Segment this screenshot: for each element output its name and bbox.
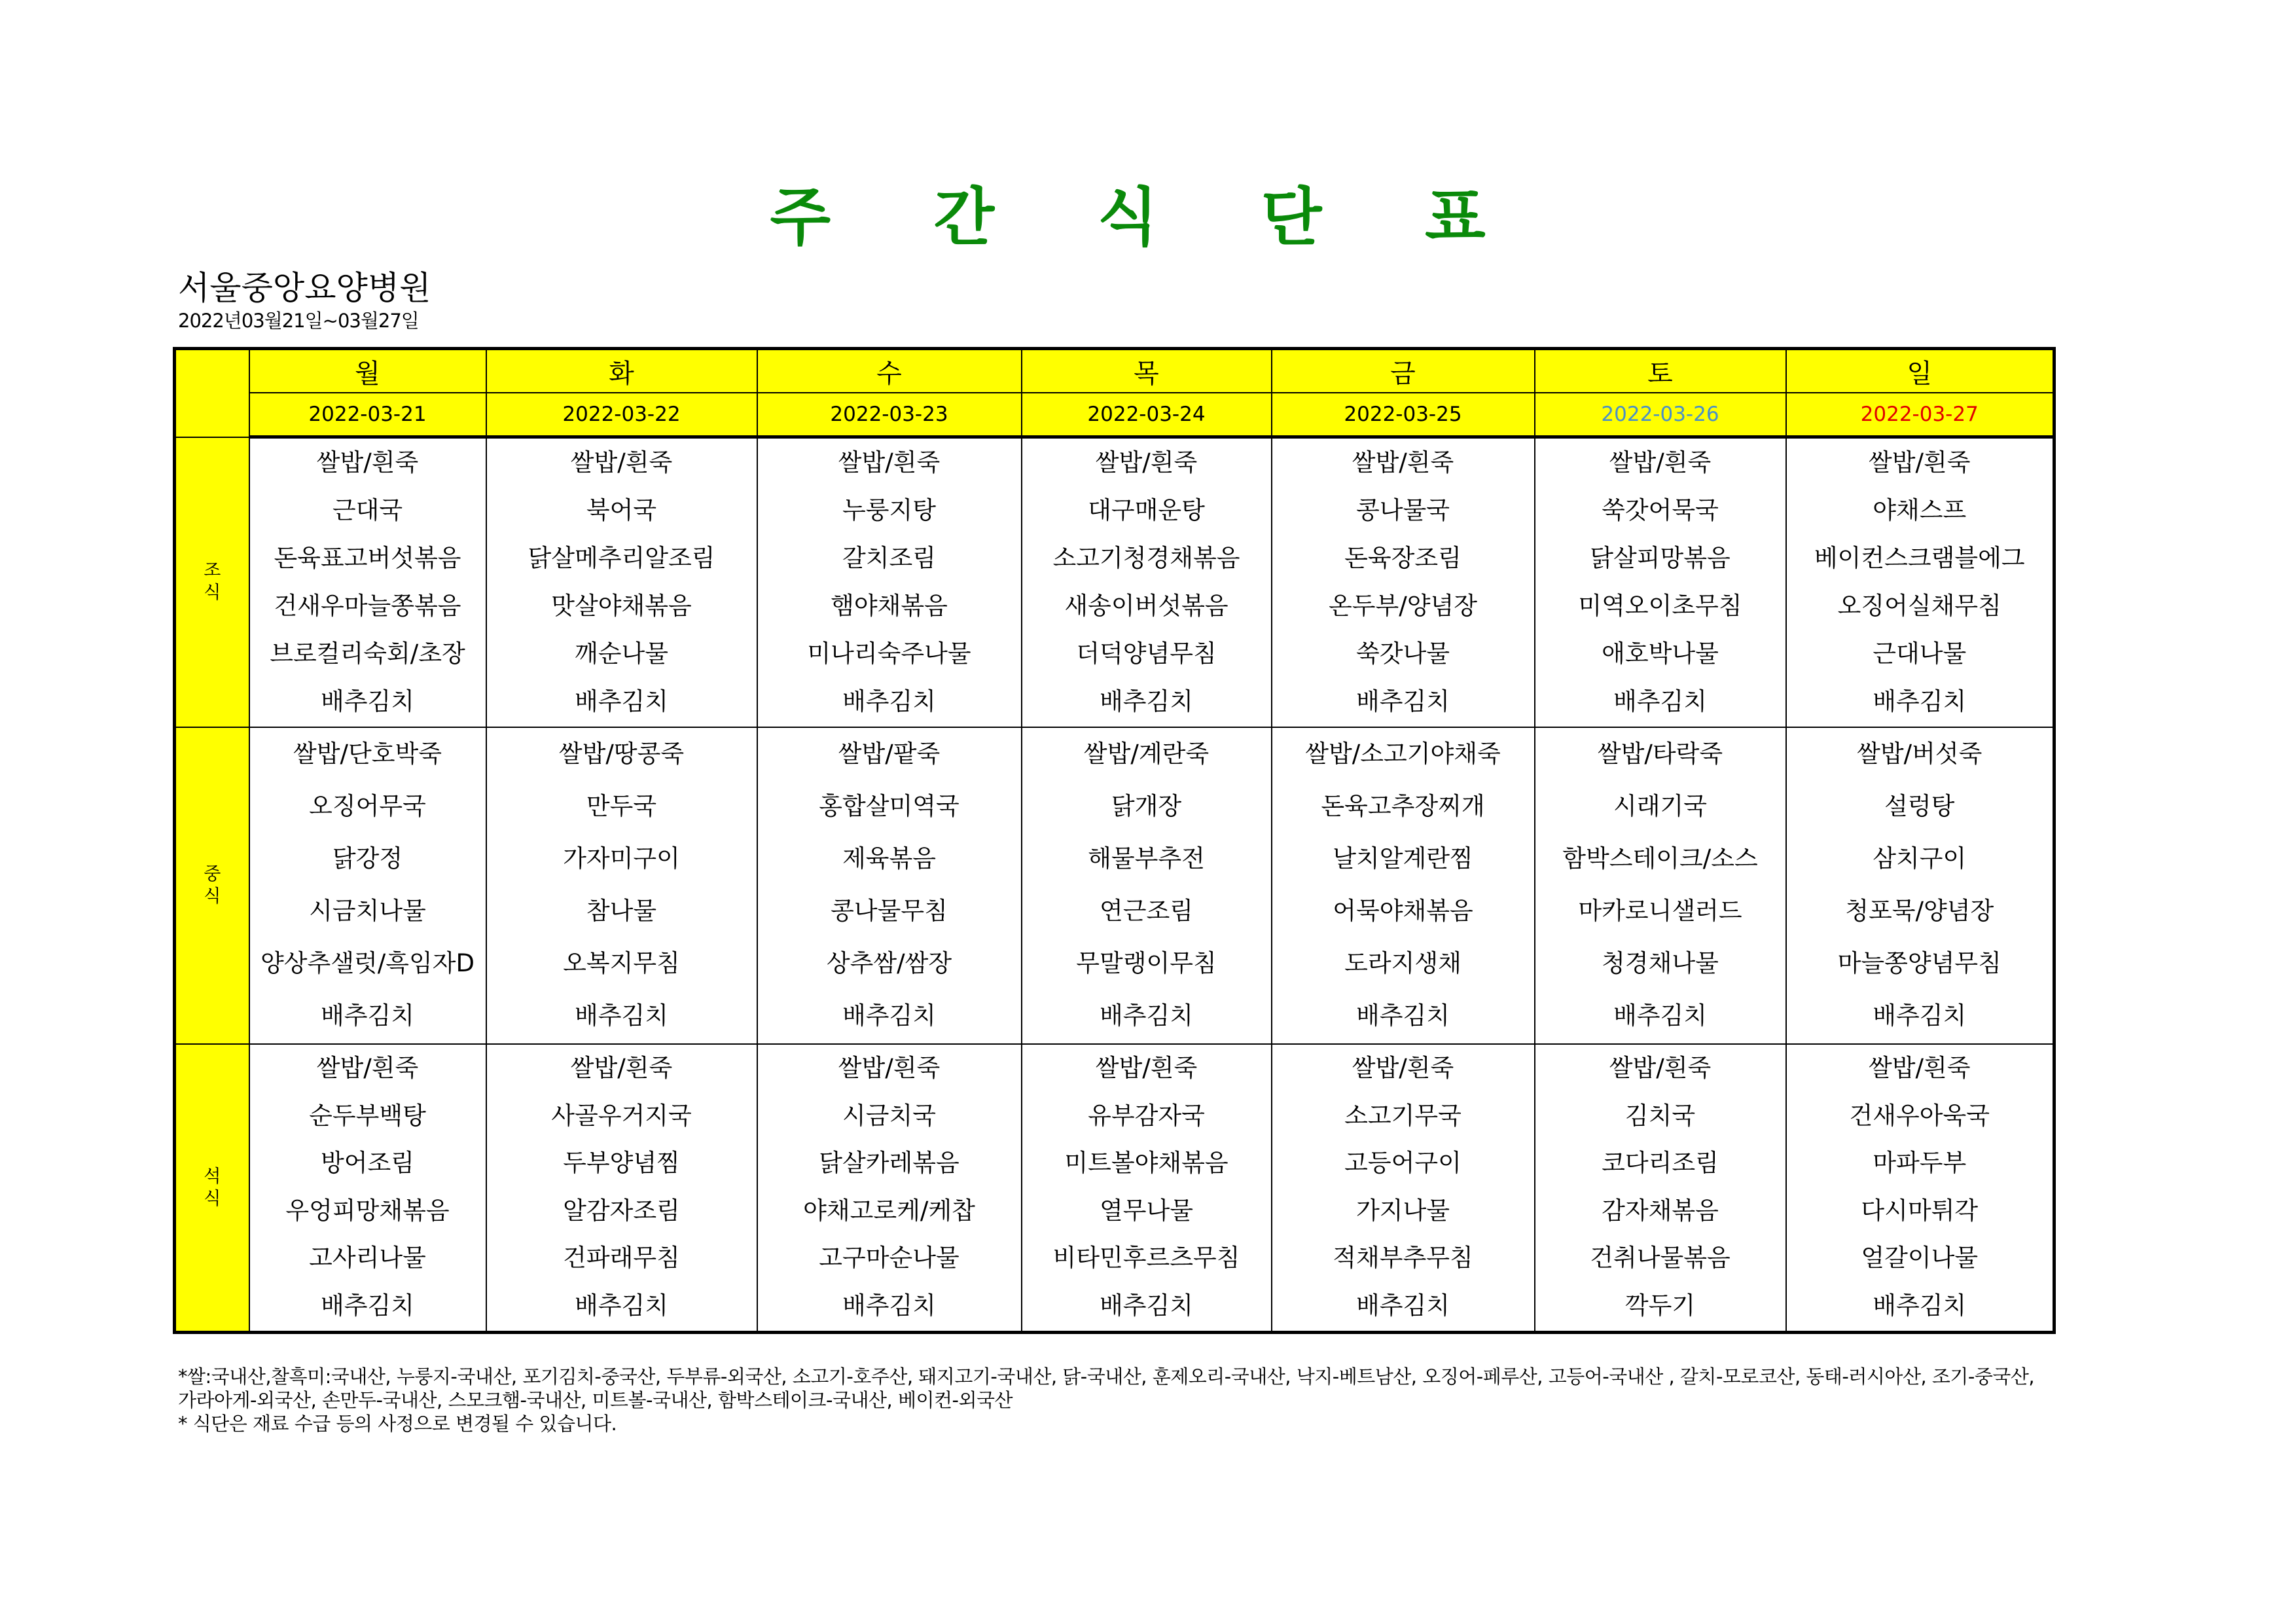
menu-item: 배추김치 xyxy=(842,1001,936,1030)
menu-item: 쌀밥/흰죽 xyxy=(838,448,941,477)
breakfast-cell-fri xyxy=(1272,437,1535,727)
page-title: 주 간 식 단 표 xyxy=(770,181,1526,254)
day-label-fri: 금 xyxy=(1272,349,1535,393)
menu-item: 쌀밥/흰죽 xyxy=(1352,1054,1454,1083)
menu-item: 고구마순나물 xyxy=(819,1244,960,1272)
breakfast-cell-thu xyxy=(1022,437,1272,727)
menu-item: 미트볼야채볶음 xyxy=(1064,1149,1229,1178)
menu-item: 시금치국 xyxy=(842,1101,936,1130)
menu-item: 대구매운탕 xyxy=(1088,496,1205,524)
menu-item: 날치알계란찜 xyxy=(1333,844,1473,873)
menu-item: 배추김치 xyxy=(1100,687,1193,715)
breakfast-label xyxy=(175,437,249,727)
day-label-mon: 월 xyxy=(249,349,486,393)
menu-item: 쌀밥/흰죽 xyxy=(1095,1054,1198,1083)
menu-item: 연근조림 xyxy=(1100,896,1193,925)
menu-item: 건새우마늘쫑볶음 xyxy=(274,592,461,620)
menu-item: 양상추샐럿/흑임자D xyxy=(260,948,475,977)
menu-item: 북어국 xyxy=(586,496,657,524)
lunch-cell-thu xyxy=(1022,727,1272,1044)
menu-item: 도라지생채 xyxy=(1344,948,1462,977)
day-label-wed: 수 xyxy=(757,349,1022,393)
dinner-row xyxy=(175,1044,2054,1332)
menu-item: 함박스테이크/소스 xyxy=(1562,844,1758,873)
menu-item-list xyxy=(1272,439,1534,725)
menu-item: 배추김치 xyxy=(575,1001,668,1030)
menu-period: 2022년03월21일~03월27일 xyxy=(178,310,419,332)
menu-item: 미나리숙주나물 xyxy=(807,640,971,668)
menu-item: 깨순나물 xyxy=(575,640,668,668)
menu-item: 쌀밥/타락죽 xyxy=(1597,739,1723,768)
breakfast-cell-sat xyxy=(1535,437,1786,727)
menu-item: 열무나물 xyxy=(1100,1196,1193,1225)
breakfast-cell-tue xyxy=(486,437,757,727)
dinner-cell-wed xyxy=(757,1044,1022,1332)
menu-item: 쌀밥/땅콩죽 xyxy=(558,739,685,768)
lunch-cell-fri xyxy=(1272,727,1535,1044)
menu-item: 갈치조림 xyxy=(842,544,936,572)
menu-item: 오징어실채무침 xyxy=(1837,592,2001,620)
menu-item: 배추김치 xyxy=(1356,1001,1450,1030)
date-wed: 2022-03-23 xyxy=(757,393,1022,437)
menu-item: 미역오이초무침 xyxy=(1578,592,1742,620)
date-header-row xyxy=(175,393,2054,437)
menu-item: 사골우거지국 xyxy=(551,1101,692,1130)
menu-item: 배추김치 xyxy=(842,687,936,715)
menu-item: 고사리나물 xyxy=(309,1244,426,1272)
menu-item: 순두부백탕 xyxy=(309,1101,426,1130)
menu-item: 쌀밥/버섯죽 xyxy=(1857,739,1982,768)
menu-item-list xyxy=(1787,728,2053,1042)
menu-item: 온두부/양념장 xyxy=(1329,592,1477,620)
menu-item: 참나물 xyxy=(586,896,657,925)
menu-item: 애호박나물 xyxy=(1602,640,1719,668)
day-label-thu: 목 xyxy=(1022,349,1272,393)
menu-item: 배추김치 xyxy=(1356,687,1450,715)
dinner-cell-fri xyxy=(1272,1044,1535,1332)
menu-item: 배추김치 xyxy=(1873,1001,1967,1030)
breakfast-cell-mon xyxy=(249,437,486,727)
menu-item: 비타민후르츠무침 xyxy=(1052,1244,1240,1272)
menu-item: 쌀밥/팥죽 xyxy=(838,739,941,768)
menu-item: 깍두기 xyxy=(1624,1291,1696,1320)
menu-item: 가지나물 xyxy=(1356,1196,1450,1225)
menu-item: 무말랭이무침 xyxy=(1076,948,1217,977)
menu-item: 적채부추무침 xyxy=(1333,1244,1473,1272)
menu-item: 쌀밥/흰죽 xyxy=(316,448,419,477)
breakfast-label-text: 조식 xyxy=(204,560,221,604)
date-fri: 2022-03-25 xyxy=(1272,393,1535,437)
change-footnote: * 식단은 재료 수급 등의 사정으로 변경될 수 있습니다. xyxy=(178,1413,617,1435)
lunch-cell-sat xyxy=(1535,727,1786,1044)
menu-item-list xyxy=(1787,439,2053,725)
date-tue: 2022-03-22 xyxy=(486,393,757,437)
lunch-cell-sun xyxy=(1786,727,2054,1044)
menu-item-list xyxy=(487,1045,757,1329)
menu-item: 배추김치 xyxy=(321,1001,414,1030)
menu-item: 시래기국 xyxy=(1613,791,1707,820)
menu-item: 배추김치 xyxy=(1613,1001,1707,1030)
lunch-cell-wed xyxy=(757,727,1022,1044)
menu-item: 어묵야채볶음 xyxy=(1333,896,1473,925)
day-label-sat: 토 xyxy=(1535,349,1786,393)
menu-item: 쌀밥/흰죽 xyxy=(1095,448,1198,477)
menu-item: 김치국 xyxy=(1624,1101,1696,1130)
menu-item: 배추김치 xyxy=(1873,687,1967,715)
menu-item: 배추김치 xyxy=(1613,687,1707,715)
menu-item-list xyxy=(1535,439,1785,725)
menu-item: 닭살메추리알조림 xyxy=(528,544,715,572)
menu-item-list xyxy=(250,728,486,1042)
menu-item: 닭살카레볶음 xyxy=(819,1149,960,1178)
menu-item: 시금치나물 xyxy=(309,896,426,925)
lunch-label-text: 중식 xyxy=(204,863,221,907)
menu-item: 누룽지탕 xyxy=(842,496,936,524)
menu-item-list xyxy=(1022,728,1271,1042)
menu-item: 청포묵/양념장 xyxy=(1845,896,1994,925)
dinner-cell-thu xyxy=(1022,1044,1272,1332)
menu-item: 오징어무국 xyxy=(309,791,426,820)
menu-item: 돈육고추장찌개 xyxy=(1321,791,1485,820)
menu-item-list xyxy=(1535,1045,1785,1329)
dinner-label-text: 석식 xyxy=(204,1166,221,1209)
menu-item: 돈육표고버섯볶음 xyxy=(274,544,461,572)
date-mon: 2022-03-21 xyxy=(249,393,486,437)
menu-item: 베이컨스크램블에그 xyxy=(1814,544,2025,572)
lunch-row xyxy=(175,727,2054,1044)
menu-item: 건새우아욱국 xyxy=(1849,1101,1990,1130)
menu-item: 야채스프 xyxy=(1873,496,1967,524)
date-thu: 2022-03-24 xyxy=(1022,393,1272,437)
menu-item: 설렁탕 xyxy=(1884,791,1955,820)
day-header-row xyxy=(175,349,2054,393)
menu-item: 쑥갓나물 xyxy=(1356,640,1450,668)
weekly-menu-table xyxy=(173,347,2056,1334)
dinner-cell-sat xyxy=(1535,1044,1786,1332)
day-label-tue: 화 xyxy=(486,349,757,393)
menu-item-list xyxy=(1272,728,1534,1042)
menu-item: 근대나물 xyxy=(1873,640,1967,668)
menu-item: 근대국 xyxy=(332,496,403,524)
menu-item: 배추김치 xyxy=(842,1291,936,1320)
menu-item-list xyxy=(1022,439,1271,725)
menu-item: 쌀밥/계란죽 xyxy=(1083,739,1210,768)
breakfast-cell-wed xyxy=(757,437,1022,727)
lunch-label xyxy=(175,727,249,1044)
menu-item: 더덕양념무침 xyxy=(1076,640,1217,668)
menu-item: 방어조림 xyxy=(321,1149,414,1178)
menu-item-list xyxy=(250,439,486,725)
menu-item: 배추김치 xyxy=(575,1291,668,1320)
menu-item: 쌀밥/흰죽 xyxy=(570,448,673,477)
menu-item-list xyxy=(250,1045,486,1329)
menu-item: 쌀밥/흰죽 xyxy=(1609,1054,1712,1083)
breakfast-cell-sun xyxy=(1786,437,2054,727)
menu-item: 콩나물국 xyxy=(1356,496,1450,524)
breakfast-row xyxy=(175,437,2054,727)
footnotes xyxy=(178,1365,2050,1435)
menu-item: 닭강정 xyxy=(332,844,403,873)
menu-item: 배추김치 xyxy=(321,1291,414,1320)
date-sun: 2022-03-27 xyxy=(1786,393,2054,437)
menu-item: 배추김치 xyxy=(1100,1291,1193,1320)
menu-item: 배추김치 xyxy=(1356,1291,1450,1320)
menu-item: 만두국 xyxy=(586,791,657,820)
menu-item: 제육볶음 xyxy=(842,844,936,873)
menu-item-list xyxy=(487,439,757,725)
menu-item: 햄야채볶음 xyxy=(831,592,948,620)
menu-item: 해물부추전 xyxy=(1088,844,1205,873)
menu-item: 새송이버섯볶음 xyxy=(1064,592,1229,620)
menu-item-list xyxy=(758,1045,1021,1329)
menu-item: 건취나물볶음 xyxy=(1590,1244,1731,1272)
menu-item: 고등어구이 xyxy=(1344,1149,1462,1178)
menu-item: 야채고로케/케찹 xyxy=(803,1196,975,1225)
menu-item: 배추김치 xyxy=(1873,1291,1967,1320)
menu-item: 우엉피망채볶음 xyxy=(285,1196,450,1225)
menu-item: 쌀밥/흰죽 xyxy=(838,1054,941,1083)
menu-item: 오복지무침 xyxy=(563,948,680,977)
menu-item: 홍합살미역국 xyxy=(819,791,960,820)
menu-item: 유부감자국 xyxy=(1088,1101,1205,1130)
menu-item-list xyxy=(1787,1045,2053,1329)
origin-footnote: *쌀:국내산,찰흑미:국내산, 누룽지-국내산, 포기김치-중국산, 두부류-외국산, 소고기-호주산, 돼지고기-국내산, 닭-국내산, 훈제오리-국내산, 낙지-베트남산, 오징어-페루산, 고등어-국내산 , 갈치-모로코산, 동태-러시아산, 조기-중국산, 가라아게-외국산, 손만두-국내산, 스모크햄-국내산, 미트볼-국내산, 함박스테이크-국내산, 베이컨-외국산 xyxy=(178,1365,2035,1411)
menu-item: 쌀밥/소고기야채죽 xyxy=(1305,739,1501,768)
menu-item: 쌀밥/흰죽 xyxy=(1352,448,1454,477)
menu-item: 닭살피망볶음 xyxy=(1590,544,1731,572)
menu-item: 쌀밥/흰죽 xyxy=(570,1054,673,1083)
dinner-label xyxy=(175,1044,249,1332)
menu-item: 돈육장조림 xyxy=(1344,544,1462,572)
menu-item: 소고기청경채볶음 xyxy=(1052,544,1240,572)
menu-item: 배추김치 xyxy=(575,687,668,715)
menu-item: 브로컬리숙회/초장 xyxy=(270,640,465,668)
menu-item-list xyxy=(1022,1045,1271,1329)
menu-item-list xyxy=(1535,728,1785,1042)
menu-item: 상추쌈/쌈장 xyxy=(826,948,952,977)
menu-item: 맛살야채볶음 xyxy=(551,592,692,620)
menu-item: 쌀밥/흰죽 xyxy=(1609,448,1712,477)
menu-item: 두부양념찜 xyxy=(563,1149,680,1178)
menu-item: 코다리조림 xyxy=(1602,1149,1719,1178)
menu-item: 배추김치 xyxy=(1100,1001,1193,1030)
menu-item: 건파래무침 xyxy=(563,1244,680,1272)
menu-item: 청경채나물 xyxy=(1602,948,1719,977)
menu-item-list xyxy=(758,728,1021,1042)
menu-item: 마늘쫑양념무침 xyxy=(1837,948,2001,977)
menu-item: 삼치구이 xyxy=(1873,844,1967,873)
date-sat: 2022-03-26 xyxy=(1535,393,1786,437)
menu-item: 배추김치 xyxy=(321,687,414,715)
menu-item-list xyxy=(758,439,1021,725)
menu-item: 다시마튀각 xyxy=(1861,1196,1979,1225)
menu-item: 알감자조림 xyxy=(563,1196,680,1225)
hospital-name: 서울중앙요양병원 xyxy=(178,269,431,307)
menu-item: 쌀밥/흰죽 xyxy=(316,1054,419,1083)
menu-item: 쑥갓어묵국 xyxy=(1602,496,1719,524)
lunch-cell-mon xyxy=(249,727,486,1044)
menu-item: 닭개장 xyxy=(1111,791,1182,820)
day-label-sun: 일 xyxy=(1786,349,2054,393)
dinner-cell-sun xyxy=(1786,1044,2054,1332)
lunch-cell-tue xyxy=(486,727,757,1044)
dinner-cell-mon xyxy=(249,1044,486,1332)
menu-item: 쌀밥/흰죽 xyxy=(1869,1054,1971,1083)
dinner-cell-tue xyxy=(486,1044,757,1332)
menu-item: 마파두부 xyxy=(1873,1149,1967,1178)
menu-item: 쌀밥/단호박죽 xyxy=(293,739,442,768)
corner-cell xyxy=(175,349,249,437)
menu-item: 가자미구이 xyxy=(563,844,680,873)
menu-item: 콩나물무침 xyxy=(831,896,948,925)
menu-item: 쌀밥/흰죽 xyxy=(1869,448,1971,477)
menu-item: 감자채볶음 xyxy=(1602,1196,1719,1225)
menu-item: 소고기무국 xyxy=(1344,1101,1462,1130)
menu-item: 마카로니샐러드 xyxy=(1578,896,1742,925)
menu-item-list xyxy=(487,728,757,1042)
menu-item-list xyxy=(1272,1045,1534,1329)
menu-item: 얼갈이나물 xyxy=(1861,1244,1979,1272)
